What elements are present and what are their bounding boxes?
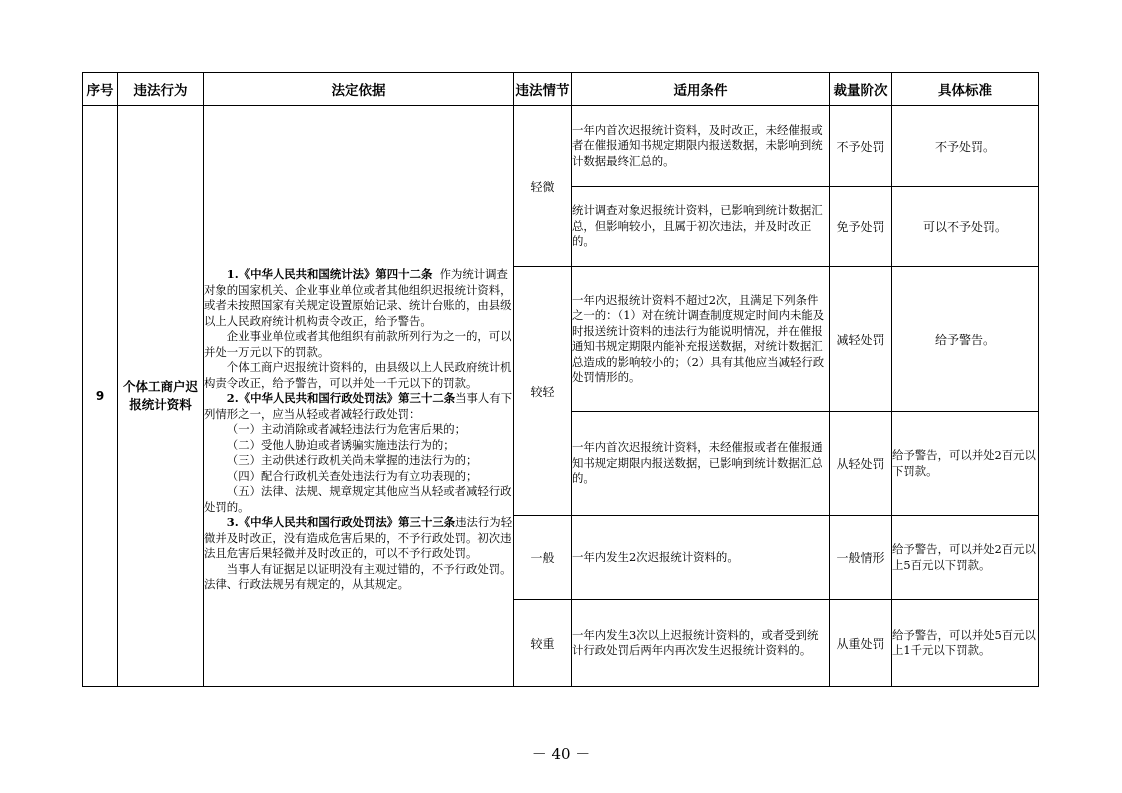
condition-cell: 一年内首次迟报统计资料，未经催报或者在催报通知书规定期限内报送数据，已影响到统计数据汇总的。 <box>572 412 830 516</box>
level-cell: 减轻处罚 <box>830 267 892 412</box>
condition-cell: 一年内迟报统计资料不超过2次，且满足下列条件之一的：（1）对在统计调查制度规定时间内未能及时报送统计资料的违法行为能说明情况，并在催报通知书规定期限内能补充报送数据，对统计数据汇总造成的影响较小的；（2）具有其他应当减轻行政处罚情形的。 <box>572 267 830 412</box>
standard-cell: 给予警告。 <box>892 267 1039 412</box>
law2-item-2: （二）受他人胁迫或者诱骗实施违法行为的； <box>226 437 455 452</box>
circumstance-severe: 较重 <box>514 600 572 687</box>
level-cell: 不予处罚 <box>830 106 892 187</box>
law3-p2: 当事人有证据足以证明没有主观过错的，不予行政处罚。法律、行政法规另有规定的，从其规定。 <box>204 561 512 592</box>
table-row <box>83 106 1039 187</box>
header-row <box>83 73 1039 106</box>
law2-item-1: （一）主动消除或者减轻违法行为危害后果的； <box>226 422 467 437</box>
row-behavior: 个体工商户迟报统计资料 <box>118 106 204 687</box>
law2-paragraph <box>204 391 513 422</box>
page-number: － 40 － <box>531 745 591 763</box>
standard-cell: 不予处罚。 <box>892 106 1039 187</box>
law3-text: 违法行为轻微并及时改正，没有造成危害后果的，不予行政处罚。初次违法且危害后果轻微并及时改正的，可以不予行政处罚。 <box>204 515 513 561</box>
header-basis: 法定依据 <box>204 73 514 106</box>
law1-p3: 个体工商户迟报统计资料的，由县级以上人民政府统计机构责令改正，给予警告，可以并处一千元以下的罚款。 <box>204 360 512 390</box>
header-seq: 序号 <box>83 73 118 106</box>
circumstance-lighter: 较轻 <box>514 267 572 516</box>
condition-cell: 一年内发生3次以上迟报统计资料的，或者受到统计行政处罚后两年内再次发生迟报统计资料的。 <box>572 600 830 687</box>
header-circumstance: 违法情节 <box>514 73 572 106</box>
level-cell: 一般情形 <box>830 516 892 600</box>
condition-cell: 统计调查对象迟报统计资料，已影响到统计数据汇总，但影响较小，且属于初次违法，并及时改正的。 <box>572 187 830 267</box>
level-cell: 从重处罚 <box>830 600 892 687</box>
law3-title: 3.《中华人民共和国行政处罚法》第三十三条 <box>226 515 456 530</box>
condition-cell: 一年内首次迟报统计资料，及时改正，未经催报或者在催报通知书规定期限内报送数据，未影响到统计数据最终汇总的。 <box>572 106 830 187</box>
law3-paragraph <box>204 515 513 562</box>
level-cell: 免予处罚 <box>830 187 892 267</box>
condition-cell: 一年内发生2次迟报统计资料的。 <box>572 516 830 600</box>
law1-p2: 企业事业单位或者其他组织有前款所列行为之一的，可以并处一万元以下的罚款。 <box>204 329 512 359</box>
law1-title: 1.《中华人民共和国统计法》第四十二条 <box>226 267 433 282</box>
law1-text: 作为统计调查对象的国家机关、企业事业单位或者其他组织迟报统计资料，或者未按照国家有关规定设置原始记录、统计台账的，由县级以上人民政府统计机构责令改正，给予警告。 <box>204 267 512 328</box>
level-cell: 从轻处罚 <box>830 412 892 516</box>
law2-item-3: （三）主动供述行政机关尚未掌握的违法行为的； <box>226 453 478 468</box>
law2-item-5: （五）法律、法规、规章规定其他应当从轻或者减轻行政处罚的。 <box>204 484 512 514</box>
header-level: 裁量阶次 <box>830 73 892 106</box>
standard-cell: 给予警告，可以并处2百元以下罚款。 <box>892 412 1039 516</box>
standard-cell: 给予警告，可以并处5百元以上1千元以下罚款。 <box>892 600 1039 687</box>
header-standard: 具体标准 <box>892 73 1039 106</box>
circumstance-minor: 轻微 <box>514 106 572 267</box>
penalty-table <box>82 72 1039 687</box>
law2-title: 2.《中华人民共和国行政处罚法》第三十二条 <box>226 391 456 406</box>
circumstance-general: 一般 <box>514 516 572 600</box>
row-seq: 9 <box>83 106 118 687</box>
standard-cell: 给予警告，可以并处2百元以上5百元以下罚款。 <box>892 516 1039 600</box>
law1-paragraph <box>204 267 513 329</box>
law2-text: 当事人有下列情形之一，应当从轻或者减轻行政处罚： <box>204 391 513 421</box>
standard-cell: 可以不予处罚。 <box>892 187 1039 267</box>
header-condition: 适用条件 <box>572 73 830 106</box>
header-behavior: 违法行为 <box>118 73 204 106</box>
legal-basis-cell <box>204 106 514 687</box>
law2-item-4: （四）配合行政机关查处违法行为有立功表现的； <box>226 468 478 483</box>
